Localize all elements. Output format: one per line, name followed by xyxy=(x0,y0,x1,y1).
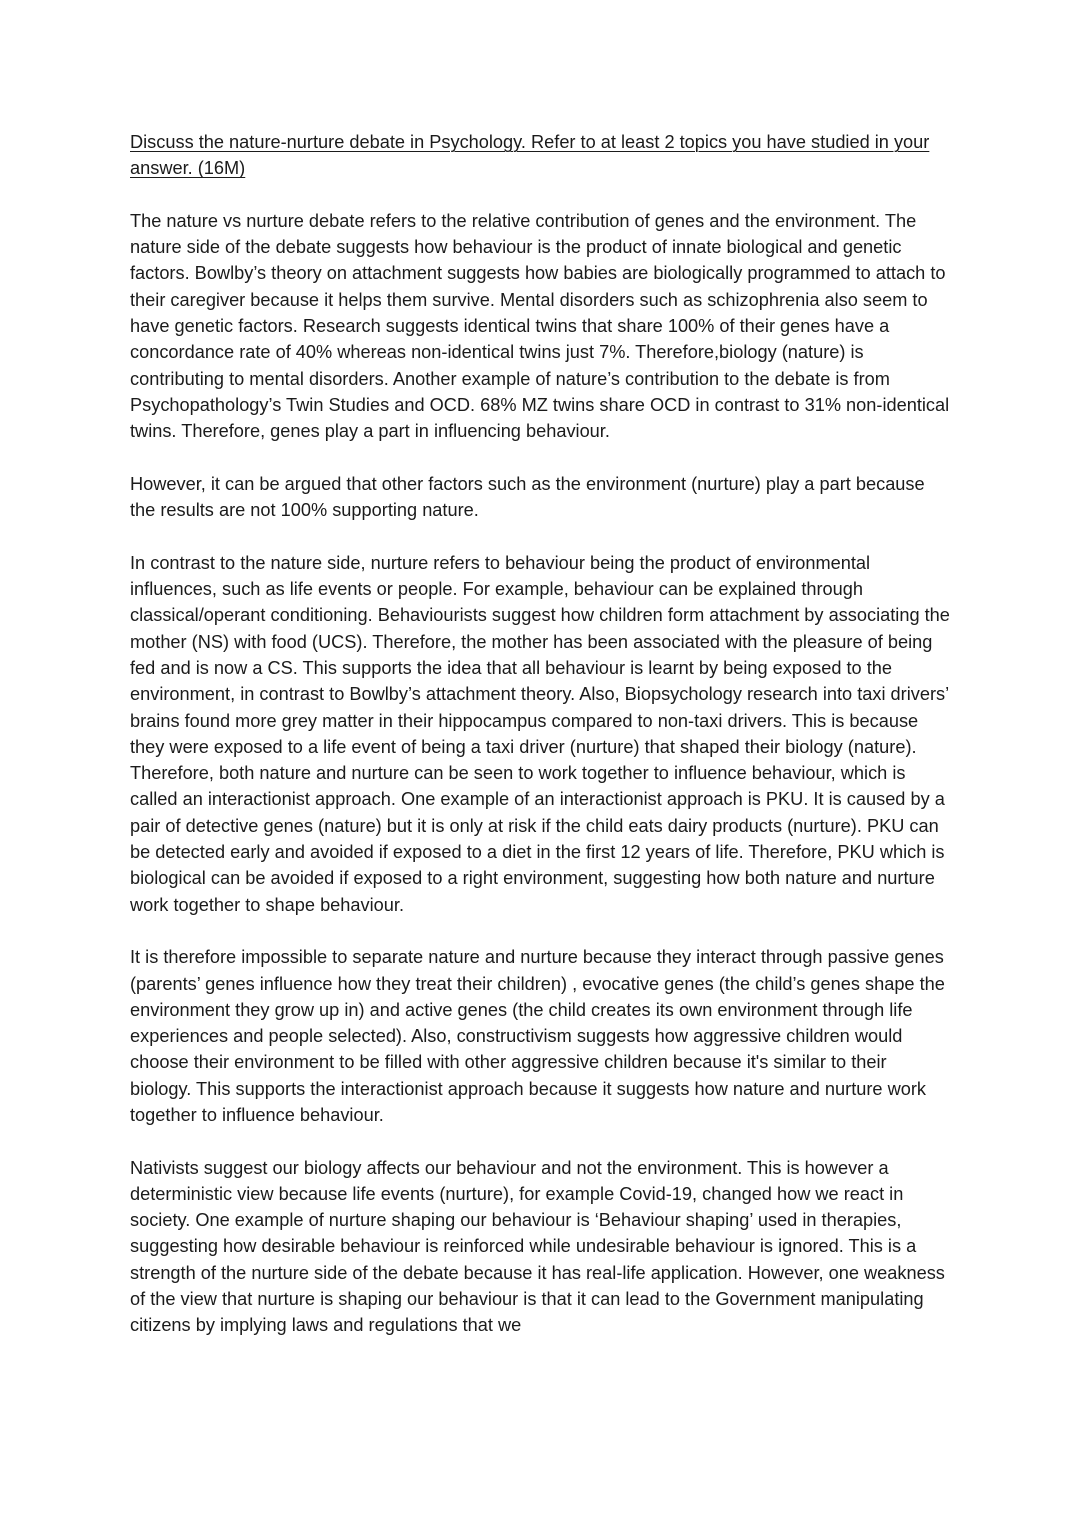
essay-body xyxy=(130,129,950,1339)
essay-question: Discuss the nature-nurture debate in Psychology. Refer to at least 2 topics you have studied in your answer. (16M) xyxy=(130,132,930,179)
paragraph-nurture: In contrast to the nature side, nurture refers to behaviour being the product of environmental influences, such as life events or people. For example, behaviour can be explained through classical/operant conditioning. Behaviourists suggest how children form attachment by associating the mother (NS) with food (UCS). Therefore, the mother has been associated with the pleasure of being fed and is now a CS. This supports the idea that all behaviour is learnt by being exposed to the environment, in contrast to Bowlby’s attachment theory. Also, Biopsychology research into taxi drivers’ brains found more grey matter in their hippocampus compared to non-taxi drivers. This is because they were exposed to a life event of being a taxi driver (nurture) that shaped their biology (nature). Therefore, both nature and nurture can be seen to work together to influence behaviour, which is called an interactionist approach. One example of an interactionist approach is PKU. It is caused by a pair of detective genes (nature) but it is only at risk if the child eats dairy products (nurture). PKU can be detected early and avoided if exposed to a diet in the first 12 years of life. Therefore, PKU which is biological can be avoided if exposed to a right environment, suggesting how both nature and nurture work together to shape behaviour. xyxy=(130,552,950,915)
paragraph-counterpoint: However, it can be argued that other factors such as the environment (nurture) play a part because the results are not 100% supporting nature. xyxy=(130,473,925,521)
paragraph-nature: The nature vs nurture debate refers to the relative contribution of genes and the environment. The nature side of the debate suggests how behaviour is the product of innate biological and genetic factors. Bowlby’s theory on attachment suggests how babies are biologically programmed to attach to their caregiver because it helps them survive. Mental disorders such as schizophrenia also seem to have genetic factors. Research suggests identical twins that share 100% of their genes have a concordance rate of 40% whereas non-identical twins just 7%. Therefore,biology (nature) is contributing to mental disorders. Another example of nature’s contribution to the debate is from Psychopathology’s Twin Studies and OCD. 68% MZ twins share OCD in contrast to 31% non-identical twins. Therefore, genes play a part in influencing behaviour. xyxy=(130,210,950,442)
paragraph-interaction: It is therefore impossible to separate nature and nurture because they interact through passive genes (parents’ genes influence how they treat their children) , evocative genes (the child’s genes shape the environment they grow up in) and active genes (the child creates its own environment through life experiences and people selected). Also, constructivism suggests how aggressive children would choose their environment to be filled with other aggressive children because it's similar to their biology. This supports the interactionist approach because it suggests how nature and nurture work together to influence behaviour. xyxy=(130,947,945,1125)
paragraph-nativists: Nativists suggest our biology affects our behaviour and not the environment. This is however a deterministic view because life events (nurture), for example Covid-19, changed how we react in society. One example of nurture shaping our behaviour is ‘Behaviour shaping’ used in therapies, suggesting how desirable behaviour is reinforced while undesirable behaviour is ignored. This is a strength of the nurture side of the debate because it has real-life application. However, one weakness of the view that nurture is shaping our behaviour is that it can lead to the Government manipulating citizens by implying laws and regulations that we xyxy=(130,1157,945,1336)
